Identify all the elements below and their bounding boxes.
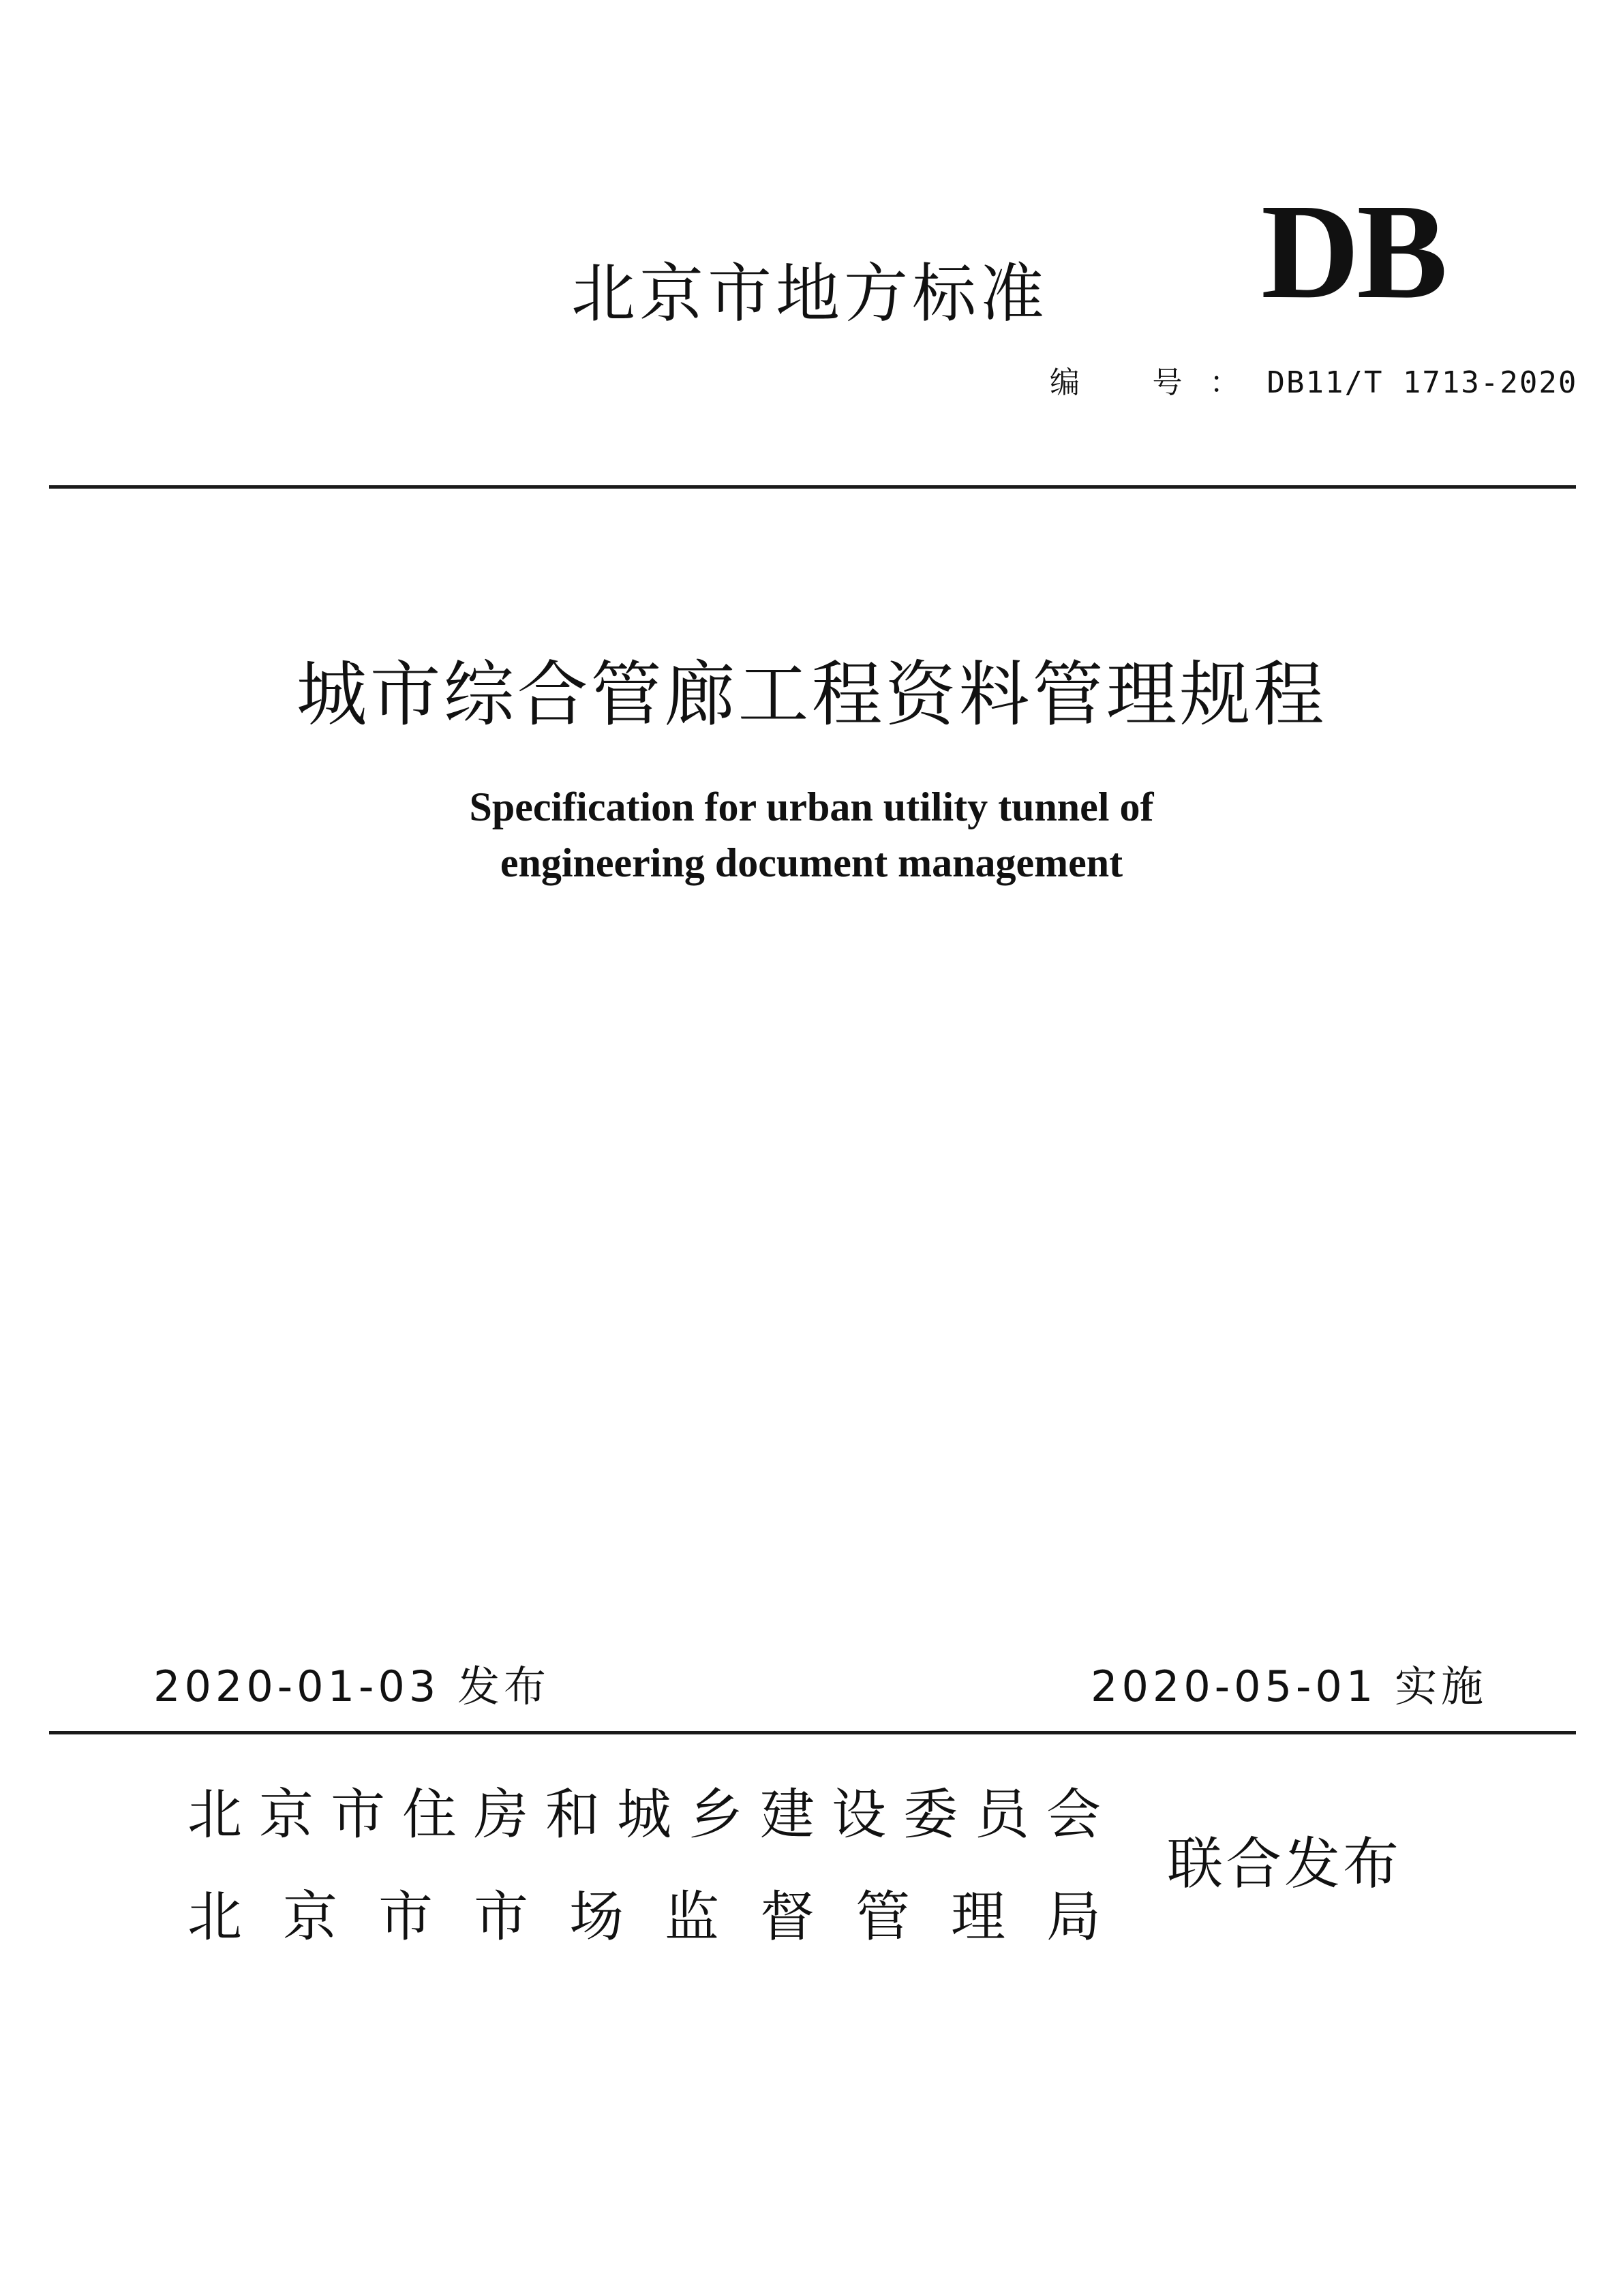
- publisher-char: 监: [665, 1885, 719, 1948]
- publisher-char: 城: [617, 1783, 671, 1846]
- title-chinese: 城市综合管廊工程资料管理规程: [296, 653, 1327, 736]
- publisher-char: 市: [331, 1783, 385, 1846]
- top-divider: [49, 485, 1576, 489]
- publisher-housing-commission: [187, 1771, 1101, 1849]
- title-english-line2: engineering document management: [500, 840, 1123, 885]
- publisher-char: 京: [259, 1783, 314, 1846]
- standard-number-label: 编 号：: [1050, 365, 1267, 400]
- publisher-char: 北: [187, 1885, 242, 1948]
- publisher-char: 乡: [688, 1783, 743, 1846]
- publisher-char: 局: [1046, 1885, 1101, 1948]
- effective-date: 2020-05-01 实施: [1091, 1662, 1488, 1711]
- publisher-char: 管: [855, 1885, 910, 1948]
- publisher-char: 督: [760, 1885, 815, 1948]
- publisher-char: 理: [951, 1885, 1005, 1948]
- db-logo: DB: [1261, 177, 1445, 327]
- bottom-divider: [49, 1731, 1576, 1734]
- publisher-char: 市: [378, 1885, 433, 1948]
- standard-number-value: DB11/T 1713-2020: [1266, 365, 1578, 400]
- publisher-char: 市: [474, 1885, 528, 1948]
- publisher-char: 会: [1046, 1783, 1101, 1846]
- publish-date: 2020-01-03 发布: [153, 1662, 551, 1711]
- publisher-char: 北: [187, 1783, 242, 1846]
- standard-number: [1050, 358, 1577, 401]
- publisher-char: 员: [975, 1783, 1029, 1846]
- publisher-char: 京: [283, 1885, 337, 1948]
- publisher-char: 场: [569, 1885, 624, 1948]
- publisher-char: 住: [402, 1783, 457, 1846]
- publisher-char: 房: [474, 1783, 528, 1846]
- publisher-char: 建: [760, 1783, 815, 1846]
- publisher-market-bureau: [187, 1873, 1101, 1951]
- standard-type: 北京市地方标准: [571, 257, 1049, 331]
- publisher-char: 委: [903, 1783, 958, 1846]
- publisher-char: 和: [545, 1783, 600, 1846]
- joint-publish-label: 联合发布: [1167, 1832, 1402, 1897]
- title-english-line1: Specification for urban utility tunnel of: [469, 784, 1154, 829]
- publisher-char: 设: [832, 1783, 886, 1846]
